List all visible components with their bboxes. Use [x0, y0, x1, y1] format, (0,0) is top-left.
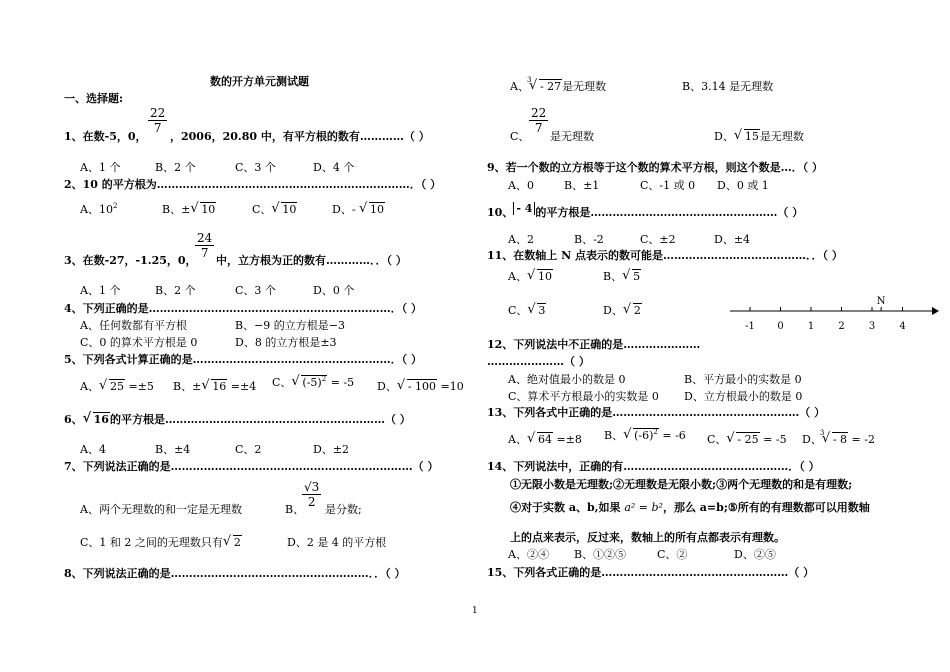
q14-statement-2: ④对于实数 a、b,如果 a² = b²，那么 a=b;⑤所有的有理数都可以用数轴 [510, 501, 870, 514]
number-line-tick-label: 4 [899, 321, 906, 332]
q7-fraction: $\frac{√3}{2}$ [304, 480, 320, 509]
section-heading: 一、选择题: [64, 92, 124, 105]
q4-option-a: A、任何数都有平方根 [80, 319, 187, 332]
q9-option-c: C、-1 或 0 [640, 179, 696, 192]
q11-option-d: D、√ 2 [603, 304, 642, 317]
number-line-arrow [932, 307, 939, 315]
q9-option-b: B、±1 [564, 179, 600, 192]
q14-option-a: A、②④ [508, 548, 549, 561]
q10-option-a: A、2 [508, 233, 534, 246]
q5-option-b: B、±√ 16 =±4 [173, 380, 256, 393]
q8-option-d: D、√ 15是无理数 [714, 130, 804, 143]
q14-stem: 14、下列说法中，正确的有………………………………………．（ ） [487, 460, 820, 473]
page-number: 1 [472, 606, 478, 616]
q11-stem: 11、在数轴上 N 点表示的数可能是…………………………………．．（ ） [487, 249, 843, 262]
q9-option-d: D、0 或 1 [717, 179, 769, 192]
q9-option-a: A、0 [508, 179, 534, 192]
number-line-tick-label: 0 [777, 321, 784, 332]
q12-stem-line2: …………………（ ） [487, 355, 590, 368]
q6-option-a: A、4 [80, 443, 106, 456]
q12-stem-line1: 12、下列说法中不正确的是………………… [487, 338, 701, 351]
q8-stem: 8、下列说法正确的是………………………………………………．．（ ） [64, 567, 406, 580]
q13-option-c: C、√ - 25 = -5 [707, 433, 787, 446]
q10-option-d: D、±4 [714, 233, 751, 246]
q13-stem: 13、下列各式中正确的是……………………………………………（ ） [487, 406, 826, 419]
q1-option-a: A、1 个 [80, 161, 121, 174]
q1-option-c: C、3 个 [235, 161, 276, 174]
q15-stem: 15、下列各式正确的是……………………………………………（ ） [487, 566, 815, 579]
q10-option-c: C、±2 [640, 233, 676, 246]
q12-option-b: B、平方最小的实数是 0 [684, 373, 802, 386]
q8-option-c-post: 是无理数 [550, 130, 594, 143]
q5-option-d: D、√ - 100 =10 [377, 380, 464, 393]
q11-option-b: B、√ 5 [603, 270, 641, 283]
q2-option-c: C、√ 10 [252, 203, 297, 216]
q3-fraction: $\frac{24}{7}$ [197, 231, 213, 260]
q1-stem-post: ，2006，20.80 中，有平方根的数有…………（ ） [170, 130, 430, 143]
q13-option-a: A、√ 64 =±8 [508, 433, 582, 446]
q6-option-b: B、±4 [155, 443, 191, 456]
q14-statement-1: ①无限小数是无理数;②无理数是无限小数;③两个无理数的和是有理数; [510, 478, 853, 491]
number-line-tick-label: 3 [868, 321, 876, 332]
number-line [728, 292, 940, 332]
q4-option-b: B、−9 的立方根是−3 [235, 319, 346, 332]
q5-option-a: A、√ 25 =±5 [80, 380, 154, 393]
q7-option-d: D、2 是 4 的平方根 [287, 536, 387, 549]
page-title: 数的开方单元测试题 [210, 75, 309, 88]
q2-stem: 2、10 的平方根为……………………………………………………………．（ ） [64, 178, 442, 191]
q7-option-b-pre: B、 [285, 503, 305, 516]
q2-option-d: D、- √ 10 [332, 203, 385, 216]
q14-statement-3: 上的点来表示，反过来，数轴上的所有点都表示有理数。 [510, 531, 785, 544]
q2-option-a: A、$10^2$ [80, 202, 118, 216]
q8-option-c-pre: C、 [510, 130, 530, 143]
q2-option-b: B、±√ 10 [162, 203, 216, 216]
q1-fraction: $\frac{22}{7}$ [150, 106, 166, 135]
q7-option-a: A、两个无理数的和一定是无理数 [80, 503, 242, 516]
q8-option-b: B、3.14 是无理数 [682, 80, 774, 93]
number-line-point-label: N [876, 296, 886, 307]
q13-option-b: B、√ $(-6)^2 = -6$ [604, 429, 686, 444]
q6-option-c: C、2 [235, 443, 262, 456]
q12-option-c: C、算术平方根最小的实数是 0 [508, 390, 659, 403]
q4-option-d: D、8 的立方根是±3 [235, 336, 337, 349]
q6-option-d: D、±2 [313, 443, 350, 456]
q14-option-d: D、②⑤ [734, 548, 776, 561]
q8-fraction: $\frac{22}{7}$ [531, 106, 547, 135]
q1-option-b: B、2 个 [155, 161, 196, 174]
q12-option-a: A、绝对值最小的数是 0 [508, 373, 626, 386]
q3-option-d: D、0 个 [313, 284, 355, 297]
q4-option-c: C、0 的算术平方根是 0 [80, 336, 198, 349]
q14-option-b: B、①②⑤ [574, 548, 627, 561]
q1-stem-pre: 1、在数-5，0， [64, 130, 147, 143]
q4-stem: 4、下列正确的是…………………………………………………………．（ ） [64, 302, 422, 315]
number-line-tick-label: 1 [807, 321, 815, 332]
q3-stem-pre: 3、在数-27，-1.25，0， [64, 254, 197, 267]
q10-option-b: B、-2 [574, 233, 604, 246]
q11-option-a: A、√ 10 [508, 270, 553, 283]
q8-option-a: A、 √ 3 - 27是无理数 [510, 80, 606, 93]
q7-option-b-post: 是分数; [325, 503, 362, 516]
q12-option-d: D、立方根最小的数是 0 [684, 390, 803, 403]
q10-stem: 10、 - 4 的平方根是……………………………………………（ ） [487, 202, 804, 219]
q9-stem: 9、若一个数的立方根等于这个数的算术平方根，则这个数是…．（ ） [487, 161, 823, 174]
q5-stem: 5、下列各式计算正确的是………………………………………………．（ ） [64, 353, 422, 366]
q14-option-c: C、② [657, 548, 688, 561]
q11-option-c: C、√ 3 [508, 304, 546, 317]
q7-stem: 7、下列说法正确的是…………………………………………………………（ ） [64, 460, 439, 473]
q1-option-d: D、4 个 [313, 161, 355, 174]
q7-option-c: C、1 和 2 之间的无理数只有√ 2 [80, 536, 242, 549]
q6-stem: 6、√ 16的平方根是……………………………………………………（ ） [64, 413, 411, 426]
q13-option-d: D、 √ 3 - 8 = -2 [802, 433, 875, 446]
number-line-tick-label: -1 [745, 321, 755, 332]
number-line-tick-label: 2 [838, 321, 845, 332]
q3-option-b: B、2 个 [155, 284, 196, 297]
q3-option-a: A、1 个 [80, 284, 121, 297]
q5-option-c: C、√ $(-5)^2 = -5$ [272, 376, 354, 391]
q3-stem-post: 中，立方根为正的数有…………．．（ ） [216, 254, 407, 267]
q3-option-c: C、3 个 [235, 284, 276, 297]
